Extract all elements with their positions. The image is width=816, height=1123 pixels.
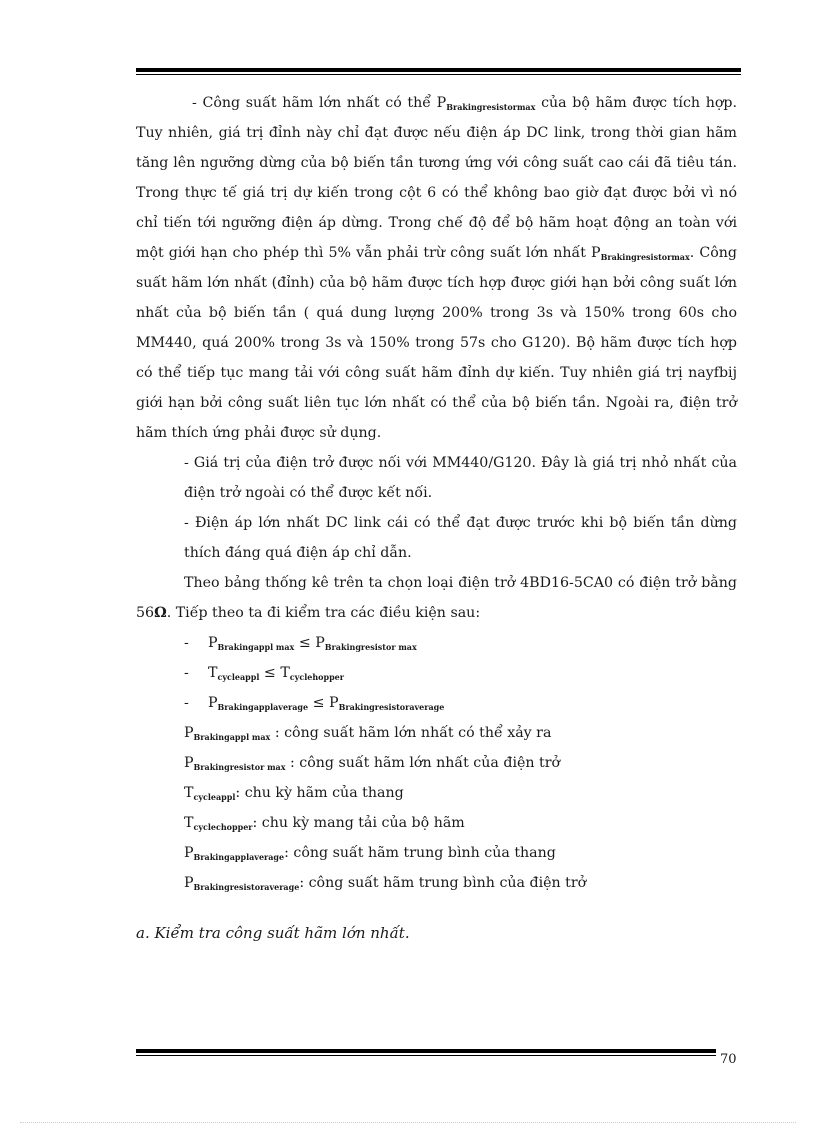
subscript: Brakingresistormax <box>600 252 690 262</box>
symbol: P <box>184 875 194 891</box>
list-dash: - <box>184 695 189 711</box>
subscript: Brakingresistor max <box>324 642 417 652</box>
symbol: T <box>208 665 218 681</box>
symbol: T <box>280 665 290 681</box>
symbol: P <box>208 635 218 651</box>
subscript: cycleappl <box>217 672 260 682</box>
section-heading: a. Kiểm tra công suất hãm lớn nhất. <box>136 924 410 942</box>
text-run: . Tiếp theo ta đi kiểm tra các điều kiện sau: <box>166 605 481 621</box>
symbol: T <box>184 785 194 801</box>
conditions-list <box>136 628 737 718</box>
definition-text: : chu kỳ hãm của thang <box>235 785 404 801</box>
subscript: cyclehopper <box>289 672 344 682</box>
text-run: - Công suất hãm lớn nhất có thể P <box>192 95 447 111</box>
subscript: Brakingresistor max <box>193 762 286 772</box>
paragraph-selection <box>136 568 737 628</box>
text-run: . Công suất hãm lớn nhất (đỉnh) của bộ hãm được tích hợp được giới hạn bởi công suất lớn nhất của bộ biến tần ( quá dung lượng 200% trong 3s và 150% trong 60s cho MM440, quá 200% trong 3s và 150% trong 57s cho G120). Bộ hãm được tích hợp có thể tiếp tục mang tải với công suất hãm đỉnh dự kiến. Tuy nhiên giá trị nayfbij giới hạn bởi công suất liên tục lớn nhất có thể của bộ biến tần. Ngoài ra, điện trở hãm thích ứng phải được sử dụng. <box>136 245 738 441</box>
ohm-symbol: Ω <box>154 605 167 621</box>
definitions-list <box>136 718 737 898</box>
definition-item <box>184 838 737 868</box>
definition-text: : công suất hãm lớn nhất có thể xảy ra <box>270 725 552 741</box>
text-run: của bộ hãm được tích hợp. Tuy nhiên, giá trị đỉnh này chỉ đạt được nếu điện áp DC link, trong thời gian hãm tăng lên ngưỡng dừng của bộ biến tần tương ứng với công suất cao cái đã tiêu tán. Trong thực tế giá trị dự kiến trong cột 6 có thể không bao giờ đạt được bởi vì nó chỉ tiến tới ngưỡng điện áp dừng. Trong chế độ để bộ hãm hoạt động an toàn với một giới hạn cho phép thì 5% vẫn phải trừ công suất lớn nhất P <box>136 95 737 261</box>
paragraph-resistor-value <box>136 448 737 508</box>
page-body <box>136 88 737 963</box>
definition-text: : công suất hãm trung bình của điện trở <box>299 875 587 891</box>
subscript: Brakingresistormax <box>446 102 536 112</box>
subscript: Brakingapplaverage <box>217 702 309 712</box>
definition-text: : công suất hãm lớn nhất của điện trở <box>285 755 561 771</box>
subscript: Brakingappl max <box>193 732 271 742</box>
paragraph-braking-power <box>136 88 737 448</box>
definition-text: : công suất hãm trung bình của thang <box>284 845 556 861</box>
text-run: - Giá trị của điện trở được nối với MM440/G120. Đây là giá trị nhỏ nhất của điện trở ngoài có thể được kết nối. <box>184 455 737 501</box>
footer-rule-thin <box>136 1055 716 1056</box>
subscript: cycleappl <box>193 792 236 802</box>
symbol: P <box>184 845 194 861</box>
header-rule-thin <box>136 74 741 75</box>
symbol: P <box>315 635 325 651</box>
condition-item <box>136 658 737 688</box>
text-run: Theo bảng thống kê trên ta chọn loại điện trở 4BD16-5CA0 có điện trở bằng 56 <box>136 575 737 621</box>
subscript: Brakingresistoraverage <box>193 882 300 892</box>
operator: ≤ <box>259 665 281 681</box>
subscript: cyclechopper <box>193 822 253 832</box>
footer-rule <box>136 1049 716 1056</box>
definition-item <box>184 808 737 838</box>
symbol: P <box>208 695 218 711</box>
subscript: Brakingresistoraverage <box>338 702 445 712</box>
list-dash: - <box>184 635 189 651</box>
subscript: Brakingappl max <box>217 642 295 652</box>
definition-text: : chu kỳ mang tải của bộ hãm <box>252 815 465 831</box>
text-run: - Điện áp lớn nhất DC link cái có thể đạt được trước khi bộ biến tần dừng thích đáng quá điện áp chỉ dẫn. <box>184 515 737 561</box>
condition-item <box>136 628 737 658</box>
definition-item <box>184 778 737 808</box>
definition-item <box>184 718 737 748</box>
definition-item <box>184 868 737 898</box>
page-number: 70 <box>720 1052 737 1067</box>
operator: ≤ <box>294 635 316 651</box>
header-rule <box>136 68 741 75</box>
condition-item <box>136 688 737 718</box>
definition-item <box>184 748 737 778</box>
footer-rule-thick <box>136 1049 716 1053</box>
symbol: P <box>329 695 339 711</box>
symbol: P <box>184 725 194 741</box>
symbol: P <box>184 755 194 771</box>
header-rule-thick <box>136 68 741 72</box>
symbol: T <box>184 815 194 831</box>
operator: ≤ <box>308 695 330 711</box>
paragraph-dc-link-voltage <box>136 508 737 568</box>
subscript: Brakingapplaverage <box>193 852 285 862</box>
list-dash: - <box>184 665 189 681</box>
